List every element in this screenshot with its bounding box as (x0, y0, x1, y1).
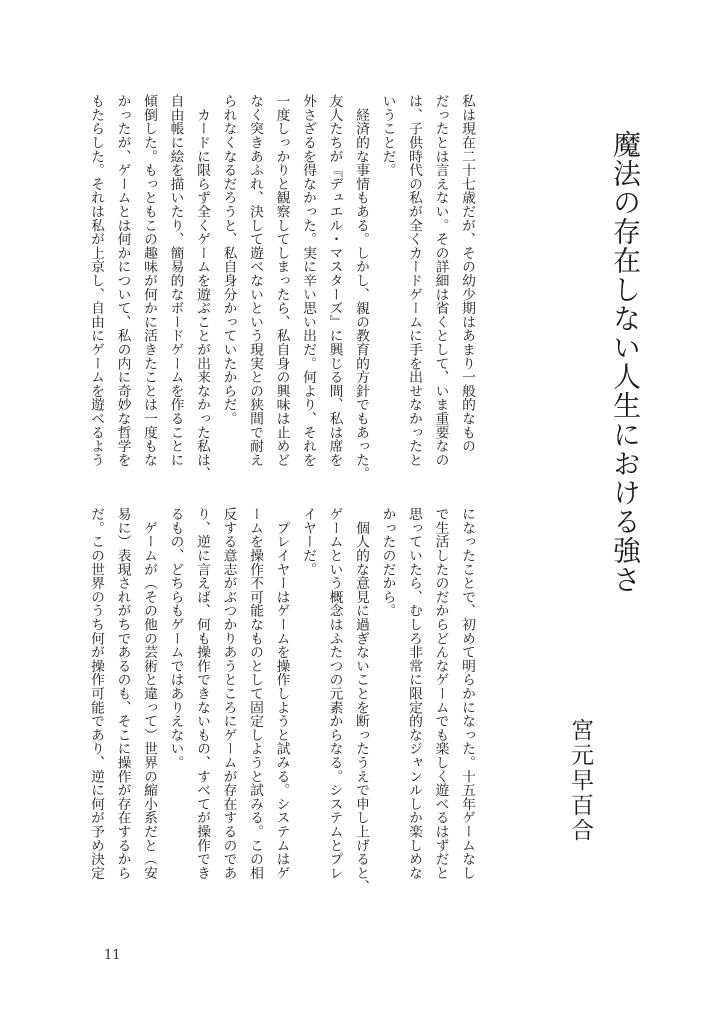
text-line: 外さざるを得なかった。実に辛い思い出だ。何より、それを (300, 94, 316, 467)
text-line: で生活したのだからどんなゲームでも楽しく遊べるはずだと (432, 507, 449, 880)
text-line: だったとは言えない。その詳細は省くとして、いま重要なの (432, 94, 449, 467)
text-line: 私は現在二十七歳だが、その幼少期はあまり一般的なもの (459, 94, 475, 453)
text-line: になったことで、初めて明らかになった。十五年ゲームなし (459, 507, 475, 880)
page-number: 11 (104, 948, 121, 963)
text-line: 自由帳に絵を描いたり、簡易的なボードゲームを作ることに (167, 94, 184, 467)
text-line: なく突きあふれ、決して遊べないという現実との狭間で耐え (247, 94, 263, 467)
text-line: るもの、どちらもゲームではありえない。 (167, 507, 184, 770)
text-line: イヤーだ。 (300, 507, 316, 576)
text-line: 友人たちが『デュエル・マスターズ』に興じる間、私は席を (326, 94, 343, 467)
text-line: もたらした。それは私が上京し、自由にゲームを遊べるよう (88, 94, 104, 467)
text-line: 一度しっかりと観察してしまったら、私自身の興味は止めど (273, 94, 290, 467)
text-line: り、逆に言えば、何も操作できないもの、すべてが操作でき (194, 507, 210, 880)
body-text-upper (80, 94, 480, 494)
text-line: 思っていたら、むしろ非常に限定的なジャンルしか楽しめな (406, 507, 422, 880)
text-line: は、子供時代の私が全くカードゲームに手を出せなかったと (406, 94, 422, 467)
essay-title: 魔法の存在しない人生における強さ (609, 130, 642, 594)
text-line: ゲームという概念はふたつの元素からなる。システムとプレ (326, 507, 343, 880)
text-line: 反する意志がぶつかりあうところにゲームが存在するのであ (220, 507, 237, 880)
text-line: 個人的な意見に過ぎないことを断ったうえで申し上げると、 (353, 507, 369, 894)
body-text-lower (80, 507, 480, 907)
text-line: 傾倒した。もっともこの趣味が何かに活きたことは一度もな (141, 94, 157, 467)
text-line: ゲームが（その他の芸術と違って）世界の縮小系だと（安 (141, 507, 157, 880)
text-line: 経済的な事情もある。しかし、親の教育的方針でもあった。 (353, 94, 369, 481)
text-line: かったのだから。 (379, 507, 396, 618)
text-line: ームを操作不可能なものとして固定しようと試みる。この相 (247, 507, 263, 880)
author-name: 宮元早百合 (567, 718, 593, 843)
text-line: プレイヤーはゲームを操作しようと試みる。システムはゲ (273, 507, 290, 880)
text-line: だ。この世界のうち何が操作可能であり、逆に何が予め決定 (88, 507, 104, 880)
text-line: られなくなるだろうと、私自身分かっていたからだ。 (220, 94, 237, 426)
text-line: かったが、ゲームとは何かについて、私の内に奇妙な哲学を (114, 94, 131, 467)
text-line: 易に）表現されがちであるのも、そこに操作が存在するから (114, 507, 131, 880)
text-line: いうことだ。 (379, 94, 396, 177)
text-line: カードに限らず全くゲームを遊ぶことが出来なかった私は、 (194, 94, 210, 481)
